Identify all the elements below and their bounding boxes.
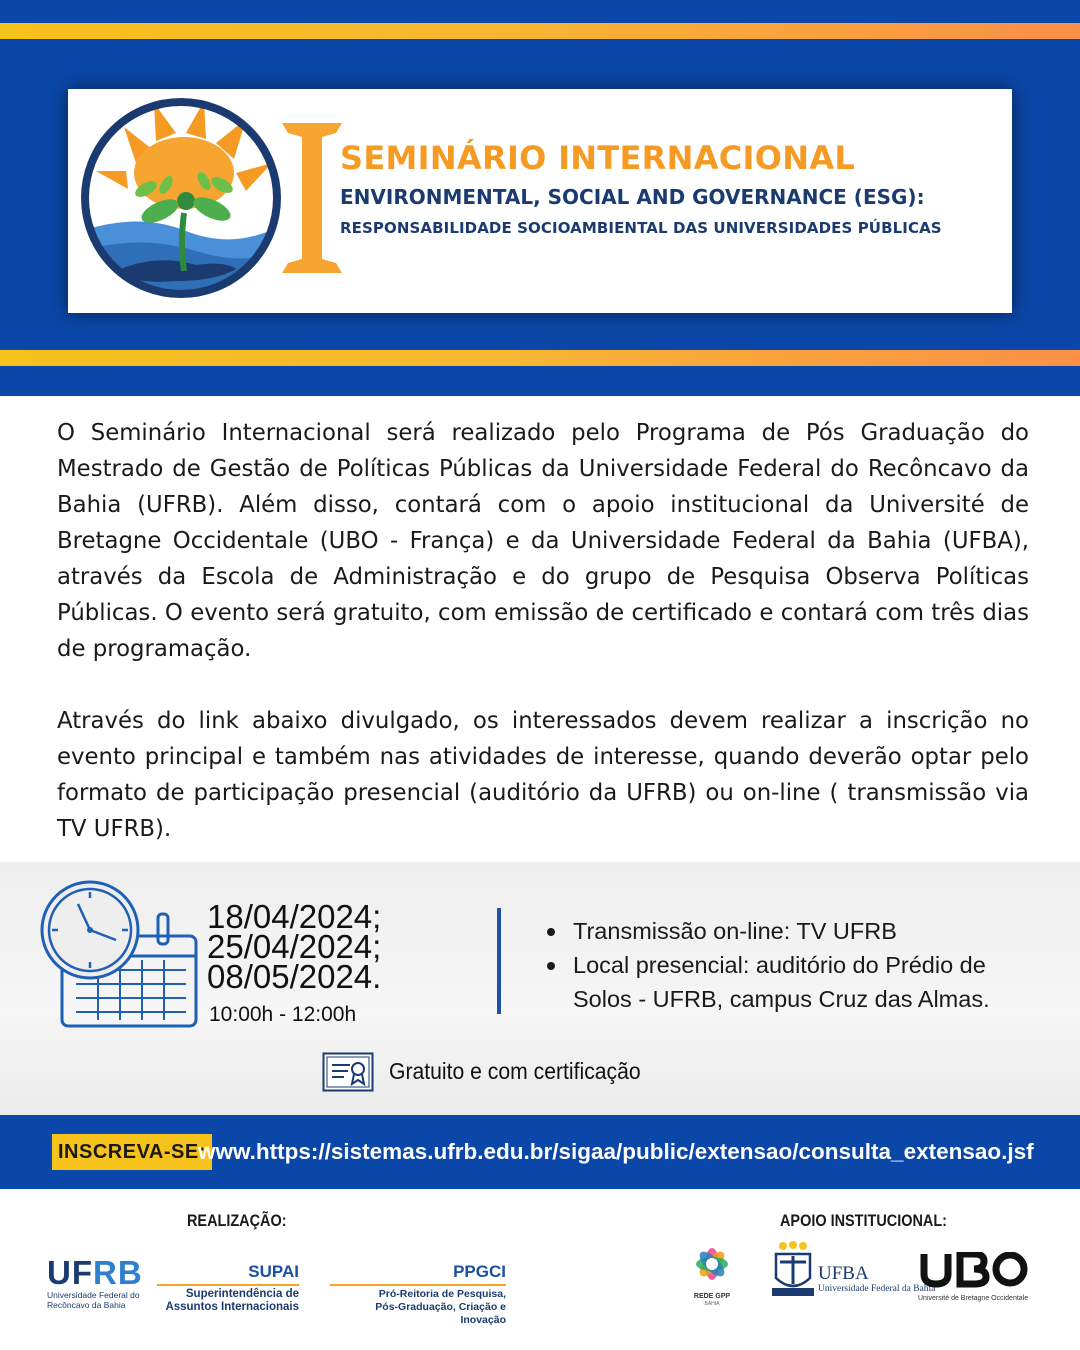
apoio-heading: APOIO INSTITUCIONAL: bbox=[780, 1211, 947, 1230]
certificate-text: Gratuito e com certificação bbox=[389, 1058, 641, 1084]
certificate-icon bbox=[322, 1052, 374, 1092]
description-text bbox=[57, 415, 1029, 847]
bottom-stripe bbox=[0, 350, 1080, 366]
ufba-name: UFBA bbox=[818, 1263, 869, 1284]
supai-underline bbox=[157, 1284, 299, 1286]
signup-label: INSCREVA-SE: bbox=[52, 1134, 212, 1170]
ppgci-underline bbox=[330, 1284, 506, 1286]
esg-sun-plant-logo-icon bbox=[76, 93, 286, 303]
ufba-crest-icon bbox=[770, 1240, 816, 1306]
event-date-1: 18/04/2024; bbox=[207, 898, 382, 935]
description-paragraph-1: O Seminário Internacional será realizado pelo Programa de Pós Graduação do Mestrado de Gestão de Políticas Públicas da Universidade Federal do Recôncavo da Bahia (UFRB). Além disso, contará com o apoio institucional da Université de Bretagne Occidentale (UBO - França) e da Universidade Federal da Bahia (UFBA), através da Escola de Administração e do grupo de Pesquisa Observa Políticas Públicas. O evento será gratuito, com emissão de certificado e contará com três dias de programação. bbox=[57, 420, 1029, 662]
list-item: Transmissão on-line: TV UFRB bbox=[545, 914, 1045, 948]
ufba-logo bbox=[770, 1240, 936, 1311]
event-date-3: 08/05/2024. bbox=[207, 958, 382, 995]
signup-link[interactable]: www.https://sistemas.ufrb.edu.br/sigaa/public/extensao/consulta_extensao.jsf bbox=[198, 1139, 1034, 1164]
banner-subtitle: ENVIRONMENTAL, SOCIAL AND GOVERNANCE (ESG): bbox=[340, 185, 925, 209]
ubo-sub: Université de Bretagne Occidentale bbox=[918, 1295, 1029, 1302]
top-stripe bbox=[0, 23, 1080, 39]
ufrb-abbr-right: RB bbox=[93, 1254, 143, 1291]
realizacao-heading: REALIZAÇÃO: bbox=[187, 1211, 287, 1230]
ufrb-line-1: Universidade Federal do bbox=[47, 1290, 140, 1300]
rede-gpp-name: REDE GPP bbox=[693, 1293, 731, 1300]
event-date-2: 25/04/2024; bbox=[207, 928, 382, 965]
signup-bar bbox=[0, 1115, 1080, 1189]
banner-title: SEMINÁRIO INTERNACIONAL bbox=[340, 139, 856, 177]
rede-gpp-sub: BAHIA bbox=[704, 1301, 720, 1307]
rede-gpp-flower-icon bbox=[687, 1240, 737, 1288]
seminar-banner bbox=[68, 89, 1012, 313]
ubo-wordmark-icon bbox=[918, 1252, 1030, 1288]
supai-name: SUPAI bbox=[248, 1262, 299, 1281]
header bbox=[0, 0, 1080, 396]
ppgci-logo bbox=[330, 1262, 506, 1327]
event-time: 10:00h - 12:00h bbox=[209, 1003, 357, 1026]
ppgci-line-2: Pós-Graduação, Criação e Inovação bbox=[375, 1301, 506, 1326]
supai-logo bbox=[157, 1262, 299, 1314]
event-details-list bbox=[545, 914, 1045, 1016]
supai-line-2: Assuntos Internacionais bbox=[165, 1301, 299, 1313]
supai-line-1: Superintendência de bbox=[185, 1288, 299, 1300]
description-paragraph-2: Através do link abaixo divulgado, os interessados devem realizar a inscrição no evento principal e também nas atividades de interesse, quando deverão optar pelo formato de participação presencial (auditório da UFRB) ou on-line ( transmissão via TV UFRB). bbox=[57, 708, 1029, 842]
list-item: Local presencial: auditório do Prédio de Solos - UFRB, campus Cruz das Almas. bbox=[545, 948, 1045, 1016]
ufrb-logo bbox=[47, 1256, 142, 1310]
banner-tagline: RESPONSABILIDADE SOCIOAMBIENTAL DAS UNIVERSIDADES PÚBLICAS bbox=[340, 219, 942, 237]
calendar-clock-icon bbox=[40, 880, 200, 1030]
ppgci-line-1: Pró-Reitoria de Pesquisa, bbox=[378, 1288, 506, 1300]
ufba-sub: Universidade Federal da Bahia bbox=[818, 1284, 936, 1294]
ppgci-name: PPGCI bbox=[453, 1262, 506, 1281]
ufrb-line-2: Recôncavo da Bahia bbox=[47, 1300, 126, 1310]
divider bbox=[497, 908, 501, 1014]
ubo-logo bbox=[918, 1252, 1030, 1303]
ufrb-abbr-left: UF bbox=[47, 1254, 93, 1291]
event-dates bbox=[207, 898, 382, 1030]
roman-numeral-one-icon bbox=[278, 123, 346, 273]
rede-gpp-logo bbox=[684, 1240, 740, 1307]
event-info-panel bbox=[0, 862, 1080, 1115]
